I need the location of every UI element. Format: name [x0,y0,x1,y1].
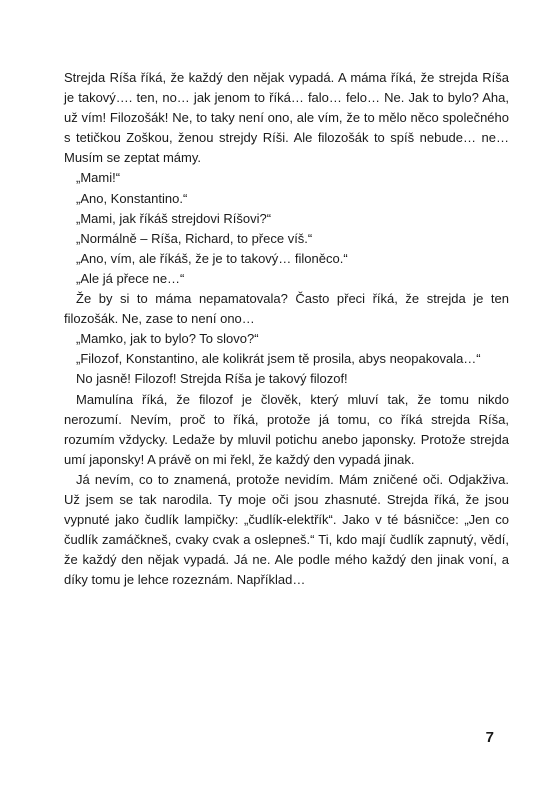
paragraph-7: „Ale já přece ne…“ [76,270,185,286]
paragraph-11: No jasně! Filozof! Strejda Ríša je takový filozof! [76,371,348,387]
paragraph-2: „Mami!“ [76,170,121,186]
paragraph-8: Že by si to máma nepamatovala? Často přeci říká, že strejda je ten filozošák. Ne, zase to není ono… [64,291,509,327]
paragraph-13: Já nevím, co to znamená, protože nevidím. Mám zničené oči. Odjakživa. Už jsem se tak narodila. Ty moje oči jsou zhasnuté. Strejda říká, že jsou vypnuté jako čudlík lampičky: „čudlík-elektřík“. Jako v té básničce: „Jen co čudlík zamáčkneš, cvaky cvak a oslepneš.“ Ti, kdo mají čudlík zapnutý, vědí, že každý den nějak vypadá. Já ne. Ale podle mého každý den jinak voní, a díky tomu je lehce rozeznám. Například… [64,471,509,588]
paragraph-9: „Mamko, jak to bylo? To slovo?“ [76,331,259,347]
paragraph-6: „Ano, vím, ale říkáš, že je to takový… filoněco.“ [76,250,348,266]
body-text [64,68,509,590]
paragraph-10: „Filozof, Konstantino, ale kolikrát jsem tě prosila, abys neopakovala…“ [76,351,481,367]
paragraph-1: Strejda Ríša říká, že každý den nějak vypadá. A máma říká, že strejda Ríša je takový…. ten, no… jak jenom to říká… falo… felo… Ne. Jak to bylo? Aha, už vím! Filozošák! Ne, to taky není ono, ale vím, že to mělo něco společného s tetičkou Zoškou, ženou strejdy Ríši. Ale filozošák to spíš nebude… ne… Musím se zeptat mámy. [64,70,509,166]
page-number: 7 [485,729,494,746]
paragraph-12: Mamulína říká, že filozof je člověk, který mluví tak, že tomu nikdo nerozumí. Nevím, proč to říká, protože já tomu, co říká strejda Ríša, rozumím vždycky. Ledaže by mluvil potichu anebo japonsky. Protože strejda umí japonsky! A právě on mi řekl, že každý den vypadá jinak. [64,391,509,467]
paragraph-5: „Normálně – Ríša, Richard, to přece víš.“ [76,230,313,246]
paragraph-3: „Ano, Konstantino.“ [76,190,188,206]
paragraph-4: „Mami, jak říkáš strejdovi Ríšovi?“ [76,210,272,226]
